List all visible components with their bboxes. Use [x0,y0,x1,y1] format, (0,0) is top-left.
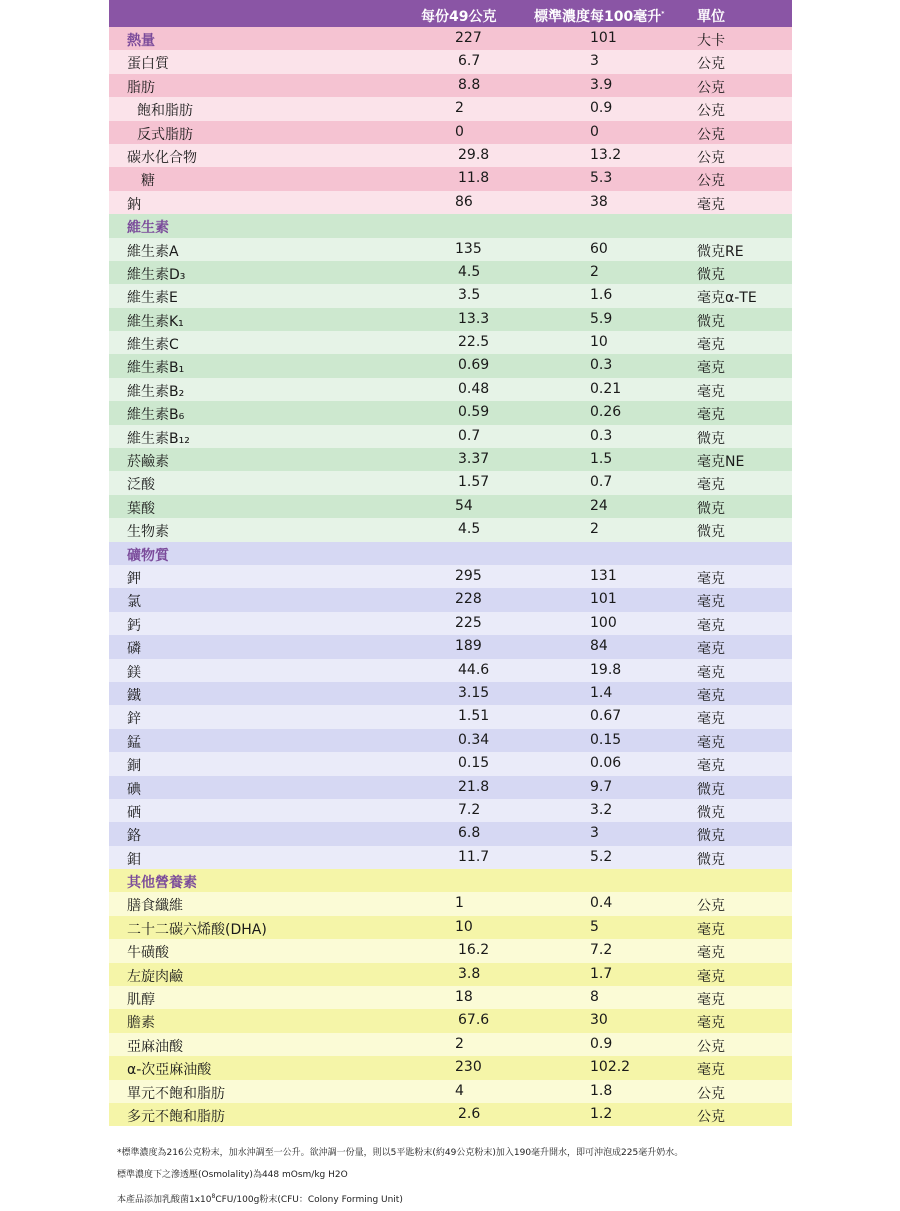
row-value-standard: 0.15 [590,731,622,748]
row-unit: 微克 [697,266,725,283]
table-row [109,448,792,471]
row-unit: 毫克 [697,1062,725,1079]
row-value-per-serving: 225 [455,614,482,631]
row-value-standard: 0.7 [590,474,613,491]
row-value-standard: 3.2 [590,801,613,818]
row-value-standard: 0.67 [590,708,622,725]
row-unit: 毫克α-TE [697,290,757,307]
row-name: 脂肪 [127,79,155,96]
row-unit: 毫克 [697,360,725,377]
row-name: 維生素A [127,243,179,260]
row-value-per-serving: 4 [455,1082,464,1099]
row-name: 磷 [127,641,141,658]
row-value-per-serving: 135 [455,240,482,257]
section-row [109,869,792,892]
table-row [109,284,792,307]
row-value-per-serving: 3.37 [458,451,490,468]
table-row [109,892,792,915]
row-name: 菸鹼素 [127,454,169,471]
row-value-per-serving: 4.5 [458,263,481,280]
row-name: 肌醇 [127,992,155,1009]
table-row [109,167,792,190]
row-value-standard: 2 [590,263,599,280]
table-row [109,776,792,799]
row-value-per-serving: 67.6 [458,1012,490,1029]
row-value-per-serving: 228 [455,591,482,608]
row-value-standard: 3.9 [590,76,613,93]
row-unit: 微克RE [697,243,744,260]
row-unit: 毫克NE [697,454,745,471]
row-value-per-serving: 295 [455,567,482,584]
row-value-per-serving: 1.57 [458,474,490,491]
row-value-standard: 131 [590,567,617,584]
table-row [109,822,792,845]
row-unit: 毫克 [697,664,725,681]
row-value-standard: 101 [590,591,617,608]
table-row [109,939,792,962]
row-name: 糖 [141,173,155,190]
row-unit: 公克 [697,126,725,143]
table-row [109,1033,792,1056]
row-unit: 公克 [697,103,725,120]
row-value-standard: 0.4 [590,895,613,912]
row-unit: 微克 [697,430,725,447]
row-name: 熱量 [127,33,155,49]
row-value-standard: 1.2 [590,1105,613,1122]
row-value-per-serving: 8.8 [458,76,481,93]
table-row [109,354,792,377]
row-unit: 微克 [697,851,725,868]
footnotes [117,1142,683,1211]
row-value-standard: 1.8 [590,1082,613,1099]
row-name: 鋅 [127,711,141,728]
row-unit: 公克 [697,898,725,915]
row-name: 維生素C [127,337,179,354]
row-value-per-serving: 0.15 [458,755,490,772]
header-standard: 標準濃度每100毫升* [534,9,665,25]
row-name: 碘 [127,781,141,798]
table-row [109,495,792,518]
table-row [109,261,792,284]
row-name: 錳 [127,734,141,751]
row-unit: 公克 [697,1085,725,1102]
section-row [109,542,792,565]
table-row [109,191,792,214]
row-unit: 毫克 [697,687,725,704]
row-value-standard: 102.2 [590,1059,631,1076]
row-value-standard: 84 [590,638,608,655]
row-value-standard: 60 [590,240,608,257]
row-value-per-serving: 0.34 [458,731,490,748]
row-value-standard: 7.2 [590,942,613,959]
row-value-standard: 0 [590,123,599,140]
row-value-per-serving: 11.8 [458,170,490,187]
row-value-standard: 3 [590,825,599,842]
row-unit: 公克 [697,173,725,190]
row-value-per-serving: 16.2 [458,942,490,959]
row-name: 葉酸 [127,500,155,517]
section-row [109,27,792,50]
row-value-standard: 0.3 [590,427,613,444]
table-row [109,799,792,822]
row-name: 維生素E [127,290,178,307]
row-name: 維生素 [127,220,169,237]
table-row [109,963,792,986]
row-value-per-serving: 4.5 [458,521,481,538]
row-value-standard: 10 [590,334,608,351]
row-value-standard: 1.4 [590,684,613,701]
row-name: 二十二碳六烯酸(DHA) [127,921,267,938]
table-row [109,846,792,869]
table-row [109,916,792,939]
row-name: 反式脂肪 [137,126,193,143]
row-value-per-serving: 13.3 [458,310,490,327]
row-name: 蛋白質 [127,56,169,73]
table-row [109,331,792,354]
row-value-standard: 5.3 [590,170,613,187]
row-unit: 毫克 [697,477,725,494]
nutrition-table [109,0,792,1126]
row-value-per-serving: 227 [455,30,482,46]
table-row [109,752,792,775]
row-unit: 公克 [697,1038,725,1055]
table-row [109,635,792,658]
row-value-per-serving: 29.8 [458,146,490,163]
row-unit: 毫克 [697,968,725,985]
table-row [109,97,792,120]
row-name: 維生素B₆ [127,407,185,424]
row-value-standard: 5 [590,918,599,935]
row-value-per-serving: 7.2 [458,801,481,818]
footnote-3: 本產品添加乳酸菌$1x10^8CFU/100g$粉末(CFU：Colony Forming Unit) [117,1193,403,1205]
row-name: 飽和脂肪 [137,103,193,120]
table-header [109,0,792,27]
row-unit: 毫克 [697,992,725,1009]
header-unit: 單位 [697,9,725,25]
row-name: 生物素 [127,524,169,541]
row-value-per-serving: 22.5 [458,334,490,351]
table-row [109,50,792,73]
row-value-standard: 0.26 [590,404,622,421]
row-name: 鉬 [127,851,141,868]
table-row [109,612,792,635]
row-unit: 毫克 [697,617,725,634]
row-name: 維生素B₂ [127,383,185,400]
table-row [109,144,792,167]
row-unit: 毫克 [697,711,725,728]
row-value-per-serving: 44.6 [458,661,490,678]
row-name: 維生素B₁ [127,360,185,377]
row-value-per-serving: 3.15 [458,684,490,701]
row-value-standard: 0.9 [590,1035,613,1052]
row-value-standard: 24 [590,497,608,514]
table-row [109,1009,792,1032]
row-name: 左旋肉鹼 [127,968,183,985]
row-value-standard: 0.3 [590,357,613,374]
table-row [109,659,792,682]
row-unit: 毫克 [697,407,725,424]
row-unit: 毫克 [697,337,725,354]
row-unit: 毫克 [697,594,725,611]
table-row [109,1080,792,1103]
row-value-per-serving: 6.8 [458,825,481,842]
table-row [109,425,792,448]
row-name: 維生素D₃ [127,266,186,283]
row-name: 鐵 [127,687,141,704]
row-name: 膽素 [127,1015,155,1032]
row-value-per-serving: 0.59 [458,404,490,421]
row-value-standard: 0.21 [590,380,622,397]
table-row [109,308,792,331]
row-value-standard: 8 [590,989,599,1006]
row-value-standard: 0.9 [590,100,613,117]
row-unit: 公克 [697,1108,725,1125]
row-unit: 毫克 [697,196,725,213]
row-unit: 微克 [697,804,725,821]
table-row [109,1103,792,1126]
row-name: 碳水化合物 [127,149,197,166]
row-name: α-次亞麻油酸 [127,1062,212,1079]
row-unit: 微克 [697,313,725,330]
row-value-per-serving: 18 [455,989,473,1006]
row-unit: 毫克 [697,734,725,751]
footnote-1: *標準濃度為216公克粉末，加水沖調至一公升。欲沖調一份量，則以5平匙粉末(約49公克粉末)加入190毫升開水，即可沖泡成225毫升奶水。 [117,1148,684,1158]
row-value-per-serving: 54 [455,497,473,514]
table-row [109,401,792,424]
row-value-standard: 5.2 [590,848,613,865]
row-value-per-serving: 3.8 [458,965,481,982]
row-name: 礦物質 [127,547,169,564]
row-value-per-serving: 10 [455,918,473,935]
row-value-per-serving: 2 [455,100,464,117]
row-value-standard: 2 [590,521,599,538]
row-value-per-serving: 0.7 [458,427,481,444]
row-name: 單元不飽和脂肪 [127,1085,225,1102]
table-row [109,1056,792,1079]
row-name: 其他營養素 [127,875,197,892]
table-row [109,588,792,611]
row-unit: 微克 [697,524,725,541]
row-name: 膳食纖維 [127,898,183,915]
row-name: 氯 [127,594,141,611]
row-unit: 毫克 [697,383,725,400]
table-row [109,518,792,541]
section-row [109,214,792,237]
row-value-per-serving: 86 [455,193,473,210]
row-value-per-serving: 189 [455,638,482,655]
row-name: 泛酸 [127,477,155,494]
row-name: 鎂 [127,664,141,681]
row-value-standard: 30 [590,1012,608,1029]
row-value-per-serving: 0 [455,123,464,140]
row-name: 鈉 [127,196,141,213]
table-row [109,729,792,752]
table-row [109,74,792,97]
table-row [109,378,792,401]
row-unit: 公克 [697,56,725,73]
row-value-standard: 38 [590,193,608,210]
table-row [109,986,792,1009]
row-unit: 公克 [697,149,725,166]
row-unit: 毫克 [697,758,725,775]
table-row [109,471,792,494]
row-unit: 微克 [697,781,725,798]
row-name: 牛磺酸 [127,945,169,962]
row-value-standard: 101 [590,30,617,46]
table-row [109,705,792,728]
row-value-per-serving: 230 [455,1059,482,1076]
row-value-per-serving: 2 [455,1035,464,1052]
row-name: 維生素K₁ [127,313,184,330]
row-value-per-serving: 3.5 [458,287,481,304]
row-unit: 毫克 [697,945,725,962]
row-name: 亞麻油酸 [127,1038,183,1055]
row-value-per-serving: 0.69 [458,357,490,374]
row-unit: 毫克 [697,570,725,587]
row-unit: 公克 [697,79,725,96]
row-name: 鉀 [127,570,141,587]
table-row [109,565,792,588]
row-value-per-serving: 0.48 [458,380,490,397]
table-row [109,238,792,261]
row-value-per-serving: 1.51 [458,708,490,725]
row-value-per-serving: 2.6 [458,1105,481,1122]
row-unit: 毫克 [697,641,725,658]
row-name: 多元不飽和脂肪 [127,1108,225,1125]
row-unit: 毫克 [697,921,725,938]
row-name: 硒 [127,804,141,821]
row-value-standard: 5.9 [590,310,613,327]
row-value-standard: 9.7 [590,778,613,795]
row-value-per-serving: 21.8 [458,778,490,795]
table-row [109,682,792,705]
row-name: 鈣 [127,617,141,634]
header-per-serving: 每份49公克 [421,9,497,25]
row-value-standard: 1.7 [590,965,613,982]
row-value-standard: 0.06 [590,755,622,772]
table-row [109,121,792,144]
row-value-per-serving: 11.7 [458,848,490,865]
row-value-standard: 19.8 [590,661,622,678]
row-value-per-serving: 1 [455,895,464,912]
row-value-per-serving: 6.7 [458,53,481,70]
row-value-standard: 1.5 [590,451,613,468]
table-body [109,27,792,1126]
row-value-standard: 3 [590,53,599,70]
row-unit: 毫克 [697,1015,725,1032]
row-unit: 大卡 [697,33,725,49]
row-name: 維生素B₁₂ [127,430,190,447]
row-value-standard: 100 [590,614,617,631]
row-name: 鉻 [127,828,141,845]
row-value-standard: 13.2 [590,146,622,163]
row-name: 銅 [127,758,141,775]
row-unit: 微克 [697,500,725,517]
footnote-2: 標準濃度下之滲透壓(Osmolality)為448 mOsm/kg H2O [117,1170,348,1180]
row-unit: 微克 [697,828,725,845]
row-value-standard: 1.6 [590,287,613,304]
